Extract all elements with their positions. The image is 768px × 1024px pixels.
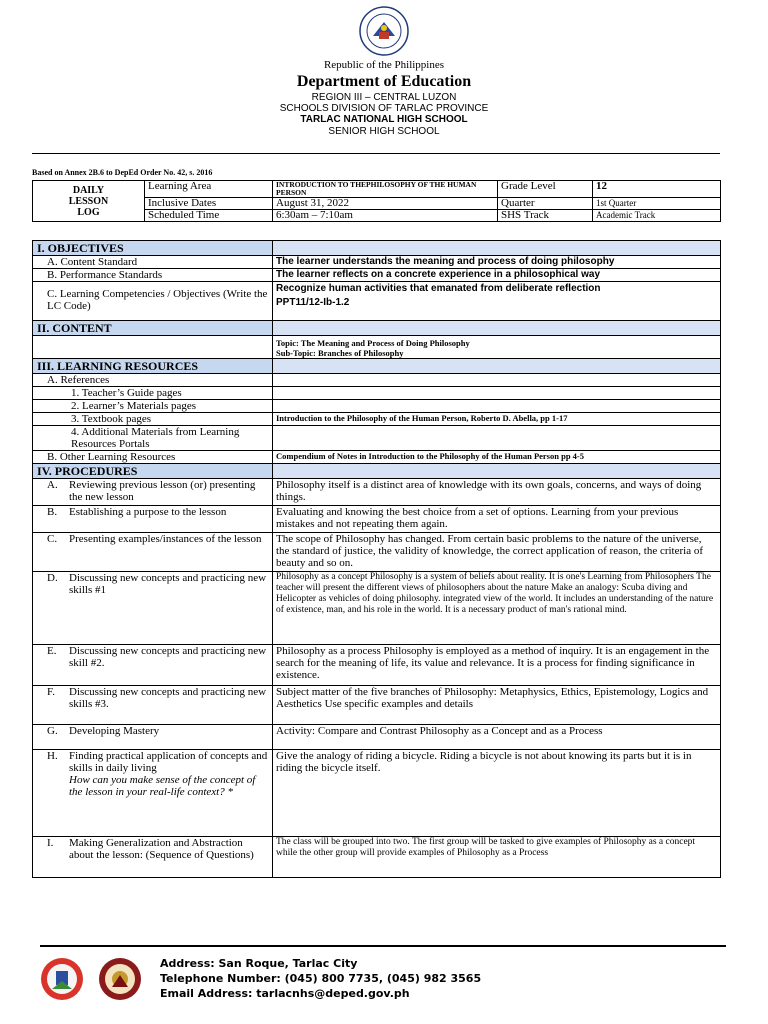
procedure-letter: H.	[47, 750, 58, 762]
section-fill	[273, 359, 721, 374]
tarlac-nhs-seal-logo	[98, 957, 142, 1001]
inclusive-dates-label: Inclusive Dates	[145, 198, 273, 210]
header-school: TARLAC NATIONAL HIGH SCHOOL	[300, 114, 468, 125]
procedure-letter: I.	[47, 837, 54, 849]
objectives-heading: I. OBJECTIVES	[33, 241, 273, 256]
procedure-row	[33, 750, 721, 837]
procedure-value: Philosophy as a process Philosophy is employed as a method of inquiry. It is an engagement in the search for the meaning of life, its value and relevance. It is a process for finding significance in existence.	[273, 645, 721, 686]
section-fill	[273, 464, 721, 479]
grade-level-label: Grade Level	[498, 181, 593, 198]
procedure-label-italic: How can you make sense of the concept of the lesson in your real-life context? *	[69, 774, 256, 798]
track-label: SHS Track	[498, 210, 593, 222]
procedure-letter: G.	[47, 725, 58, 737]
scheduled-time-label: Scheduled Time	[145, 210, 273, 222]
quarter-value: 1st Quarter	[593, 198, 721, 210]
footer-telephone: Telephone Number: (045) 800 7735, (045) 982 3565	[160, 972, 482, 985]
procedure-row	[33, 645, 721, 686]
performance-standards-value: The learner reflects on a concrete experience in a philosophical way	[273, 269, 721, 282]
procedure-letter: C.	[47, 533, 58, 545]
procedure-value: Evaluating and knowing the best choice from a set of options. Learning from your previous mistakes and not repeating them again.	[273, 506, 721, 533]
procedure-row	[33, 686, 721, 725]
header-department: Department of Education	[296, 73, 472, 90]
procedure-label: Reviewing previous lesson (or) presenting the new lesson	[69, 479, 256, 503]
additional-materials-value	[273, 426, 721, 451]
section-fill	[273, 321, 721, 336]
procedure-row	[33, 837, 721, 878]
procedure-value: Give the analogy of riding a bicycle. Riding a bicycle is not about knowing its parts but it is in riding the bicycle itself.	[273, 750, 721, 837]
competencies-label: C. Learning Competencies / Objectives (Write the LC Code)	[33, 282, 273, 321]
teachers-guide-label: 1. Teacher’s Guide pages	[33, 387, 273, 400]
lesson-plan-table	[32, 240, 721, 878]
lc-code: PPT11/12-Ib-1.2	[276, 297, 350, 308]
header-republic: Republic of the Philippines	[323, 59, 445, 71]
learners-materials-value	[273, 400, 721, 413]
learning-resources-heading: III. LEARNING RESOURCES	[33, 359, 273, 374]
footer-divider	[40, 945, 726, 947]
learning-area-label: Learning Area	[145, 181, 273, 198]
procedure-value: The scope of Philosophy has changed. From certain basic problems to the nature of the universe, the standard of justice, the validity of knowledge, the correct application of reason, the criteria of beauty and so on.	[273, 533, 721, 572]
procedure-label: Discussing new concepts and practicing new skills #1	[69, 572, 267, 596]
procedure-value: Activity: Compare and Contrast Philosophy as a Concept and as a Process	[273, 725, 721, 750]
grade-level-value: 12	[593, 181, 721, 198]
procedure-label: Finding practical application of concepts and skills in daily living	[69, 750, 268, 774]
dll-label	[33, 181, 145, 222]
deped-seal-logo	[359, 6, 409, 56]
content-subtopic: Sub-Topic: Branches of Philosophy	[276, 348, 404, 358]
header-level: SENIOR HIGH SCHOOL	[328, 126, 440, 137]
procedure-letter: D.	[47, 572, 58, 584]
school-division-seal-logo	[40, 957, 84, 1001]
procedure-letter: E.	[47, 645, 57, 657]
content-empty-cell	[33, 336, 273, 359]
header-divider	[32, 153, 720, 154]
header-region: REGION III – CENTRAL LUZON	[311, 92, 457, 103]
scheduled-time-value: 6:30am – 7:10am	[273, 210, 498, 222]
procedure-row	[33, 725, 721, 750]
additional-materials-label: 4. Additional Materials from Learning Resources Portals	[33, 426, 273, 451]
procedure-row	[33, 533, 721, 572]
procedure-letter: A.	[47, 479, 58, 491]
footer-email: Email Address: tarlacnhs@deped.gov.ph	[160, 987, 410, 1000]
based-on-note: Based on Annex 2B.6 to DepEd Order No. 42, s. 2016	[32, 168, 213, 177]
learning-area-value: INTRODUCTION TO THEPHILOSOPHY OF THE HUMAN PERSON	[273, 181, 498, 198]
content-heading: II. CONTENT	[33, 321, 273, 336]
procedure-letter: B.	[47, 506, 58, 518]
dll-label-line: DAILY	[72, 184, 105, 196]
dll-label-line: LOG	[77, 206, 100, 218]
procedure-value: The class will be grouped into two. The first group will be tasked to give examples of Philosophy as a concept while the other group will provide examples of Philosophy as a Process	[273, 837, 721, 878]
procedure-label: Making Generalization and Abstraction about the lesson: (Sequence of Questions)	[69, 837, 254, 861]
track-value: Academic Track	[593, 210, 721, 222]
learners-materials-label: 2. Learner’s Materials pages	[33, 400, 273, 413]
procedure-row	[33, 572, 721, 645]
references-value	[273, 374, 721, 387]
content-standard-label: A. Content Standard	[33, 256, 273, 269]
procedure-value: Philosophy as a concept Philosophy is a system of beliefs about reality. It is one's Learning from Philosophers The teacher will present the different views of philosophers about the nature Make an analogy: Scuba diving and Helicopter as vehicles of doing philosophy. integrated view of the world. It includes an understanding of the nature of existence, man, and his role in the world. It is a necessary product of man's rational mind.	[273, 572, 721, 645]
dll-label-line: LESSON	[68, 195, 109, 207]
textbook-label: 3. Textbook pages	[33, 413, 273, 426]
content-topic: Topic: The Meaning and Process of Doing Philosophy	[276, 338, 470, 348]
procedure-value: Subject matter of the five branches of Philosophy: Metaphysics, Ethics, Epistemology, Logics and Aesthetics Use specific examples and details	[273, 686, 721, 725]
procedure-label: Developing Mastery	[69, 725, 160, 737]
header-division: SCHOOLS DIVISION OF TARLAC PROVINCE	[279, 103, 489, 114]
content-standard-value: The learner understands the meaning and process of doing philosophy	[273, 256, 721, 269]
performance-standards-label: B. Performance Standards	[33, 269, 273, 282]
section-fill	[273, 241, 721, 256]
other-resources-value: Compendium of Notes in Introduction to the Philosophy of the Human Person pp 4-5	[273, 451, 721, 464]
procedures-heading: IV. PROCEDURES	[33, 464, 273, 479]
quarter-label: Quarter	[498, 198, 593, 210]
other-resources-label: B. Other Learning Resources	[33, 451, 273, 464]
dll-info-table	[32, 180, 721, 222]
competencies-value: Recognize human activities that emanated from deliberate reflection	[276, 283, 601, 294]
references-label: A. References	[33, 374, 273, 387]
procedure-letter: F.	[47, 686, 55, 698]
procedure-label: Establishing a purpose to the lesson	[69, 506, 227, 518]
procedure-row	[33, 479, 721, 506]
procedure-label: Discussing new concepts and practicing new skills #3.	[69, 686, 267, 710]
procedure-row	[33, 506, 721, 533]
textbook-value: Introduction to the Philosophy of the Human Person, Roberto D. Abella, pp 1-17	[273, 413, 721, 426]
procedure-value: Philosophy itself is a distinct area of knowledge with its own goals, concerns, and ways of doing things.	[273, 479, 721, 506]
procedure-label: Presenting examples/instances of the lesson	[69, 533, 262, 545]
footer-address: Address: San Roque, Tarlac City	[160, 957, 358, 970]
inclusive-dates-value: August 31, 2022	[273, 198, 498, 210]
teachers-guide-value	[273, 387, 721, 400]
procedure-label: Discussing new concepts and practicing new skill #2.	[69, 645, 267, 669]
